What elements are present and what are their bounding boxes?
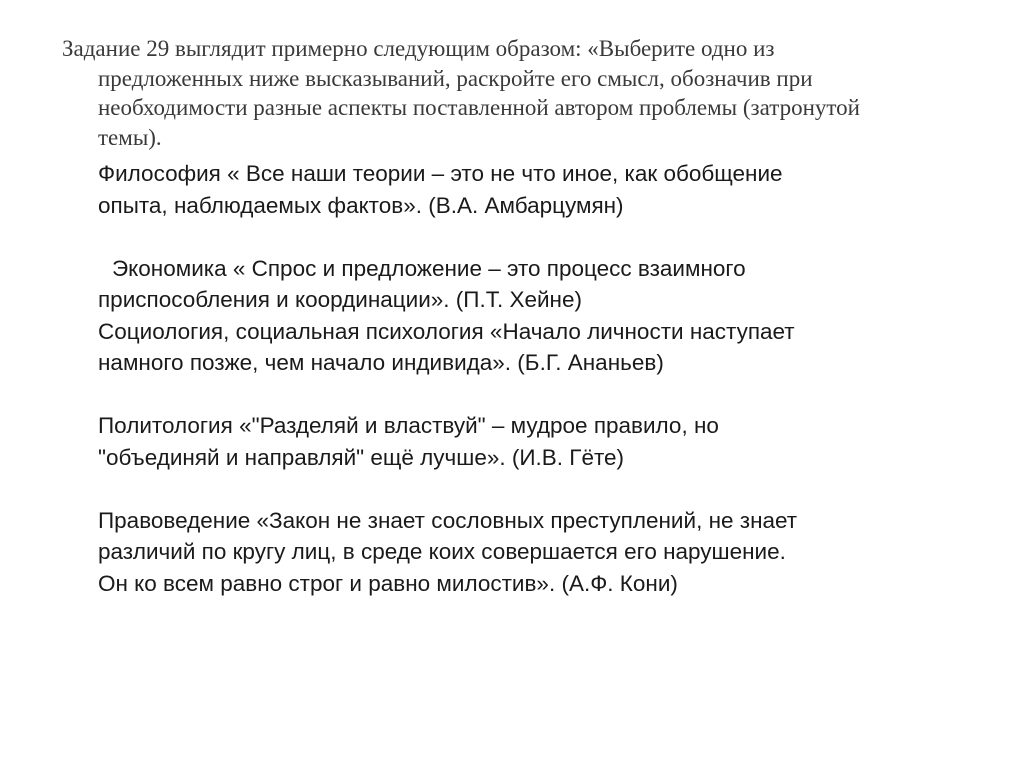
quote-line: Он ко всем равно строг и равно милостив». (А.Ф. Кони)	[98, 570, 678, 596]
quote-economics	[98, 253, 978, 316]
quote-sociology	[98, 316, 978, 379]
quote-line: Правоведение «Закон не знает сословных преступлений, не знает	[98, 507, 798, 533]
quote-line: намного позже, чем начало индивида». (Б.Г. Ананьев)	[98, 350, 664, 375]
quote-line: Социология, социальная психология «Начало личности наступает	[98, 318, 795, 344]
task-description-line: темы).	[98, 124, 162, 150]
task-description-line: необходимости разные аспекты поставленной автором проблемы (затронутой	[98, 95, 860, 120]
quote-line: Философия « Все наши теории – это не что иное, как обобщение	[98, 161, 783, 186]
task-description	[62, 34, 967, 152]
quote-line: "объединяй и направляй" ещё лучше». (И.В. Гёте)	[98, 444, 625, 470]
quote-politology	[98, 410, 978, 473]
quote-line: приспособления и координации». (П.Т. Хейне)	[98, 287, 582, 312]
quote-law	[98, 505, 978, 600]
quotes-list	[98, 158, 978, 599]
spacer	[98, 221, 978, 253]
quote-line: Политология «"Разделяй и властвуй" – мудрое правило, но	[98, 413, 719, 438]
quote-line: Экономика « Спрос и предложение – это процесс взаимного	[112, 255, 746, 281]
quote-philosophy	[98, 158, 978, 221]
quote-line: опыта, наблюдаемых фактов». (В.А. Амбарцумян)	[98, 192, 624, 218]
spacer	[98, 379, 978, 411]
task-description-line: Задание 29 выглядит примерно следующим образом: «Выберите одно из	[62, 36, 775, 61]
task-description-line: предложенных ниже высказываний, раскройте его смысл, обозначив при	[98, 65, 813, 91]
quote-line: различий по кругу лиц, в среде коих совершается его нарушение.	[98, 539, 786, 564]
spacer	[98, 473, 978, 505]
